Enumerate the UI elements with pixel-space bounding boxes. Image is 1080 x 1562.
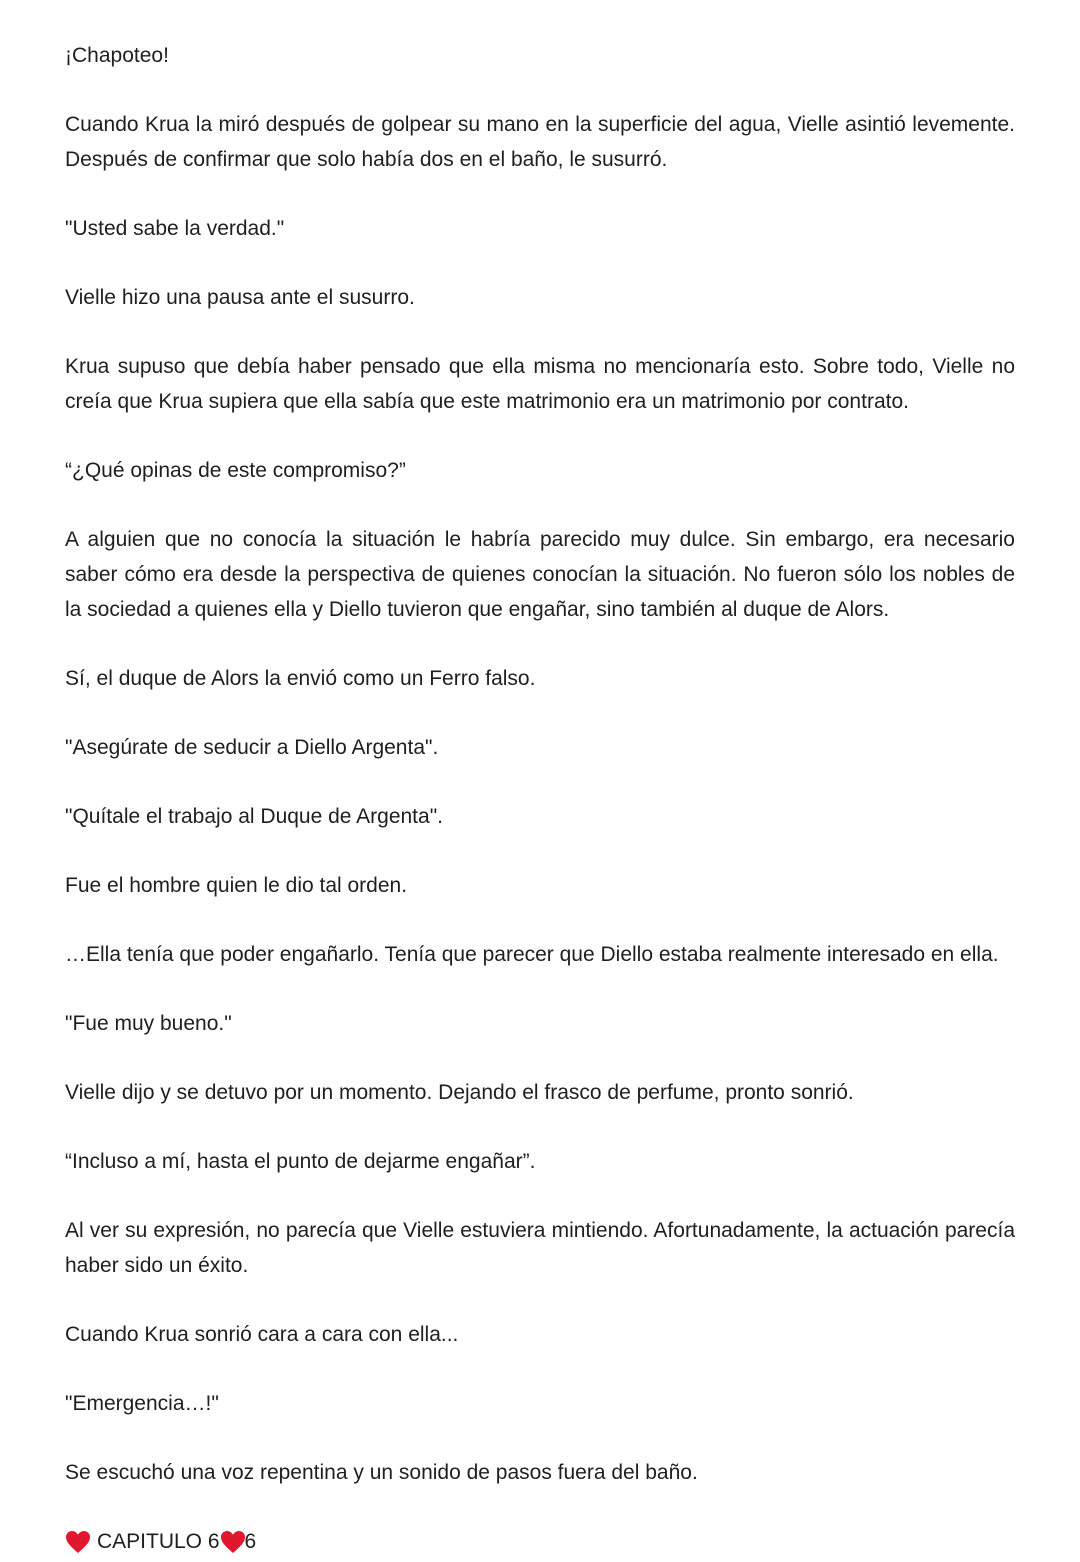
paragraph: "Asegúrate de seducir a Diello Argenta". (65, 736, 439, 759)
paragraph: "Usted sabe la verdad." (65, 217, 285, 240)
paragraph: ¡Chapoteo! (65, 44, 169, 67)
chapter-footer (65, 1524, 1015, 1559)
paragraph: Krua supuso que debía haber pensado que ella misma no mencionaría esto. Sobre todo, Vielle no creía que Krua supiera que ella sabía que este matrimonio era un matrimonio por contrato. (65, 355, 1015, 413)
paragraph: Cuando Krua la miró después de golpear su mano en la superficie del agua, Vielle asintió levemente. Después de confirmar que solo había dos en el baño, le susurró. (65, 113, 1015, 171)
paragraph: Sí, el duque de Alors la envió como un Ferro falso. (65, 667, 536, 690)
chapter-number-suffix: 6 (244, 1530, 257, 1553)
paragraph: “¿Qué opinas de este compromiso?” (65, 459, 406, 482)
paragraph: …Ella tenía que poder engañarlo. Tenía que parecer que Diello estaba realmente interesado en ella. (65, 943, 999, 966)
paragraph: “Incluso a mí, hasta el punto de dejarme engañar”. (65, 1150, 536, 1173)
paragraph: Se escuchó una voz repentina y un sonido de pasos fuera del baño. (65, 1461, 698, 1484)
paragraph: Fue el hombre quien le dio tal orden. (65, 874, 408, 897)
chapter-label: CAPITULO 6 (97, 1530, 220, 1553)
paragraph: A alguien que no conocía la situación le habría parecido muy dulce. Sin embargo, era necesario saber cómo era desde la perspectiva de quienes conocían la situación. No fueron sólo los nobles de la sociedad a quienes ella y Diello tuvieron que engañar, sino también al duque de Alors. (65, 528, 1015, 621)
document-page (65, 38, 1015, 1559)
paragraph: "Fue muy bueno." (65, 1012, 232, 1035)
paragraph: "Quítale el trabajo al Duque de Argenta". (65, 805, 443, 828)
red-heart-icon (65, 1530, 91, 1554)
paragraph: Al ver su expresión, no parecía que Vielle estuviera mintiendo. Afortunadamente, la actuación parecía haber sido un éxito. (65, 1219, 1015, 1277)
paragraph: "Emergencia…!" (65, 1392, 219, 1415)
paragraph: Cuando Krua sonrió cara a cara con ella... (65, 1323, 459, 1346)
paragraph: Vielle dijo y se detuvo por un momento. Dejando el frasco de perfume, pronto sonrió. (65, 1081, 854, 1104)
red-heart-icon (220, 1530, 246, 1554)
paragraph: Vielle hizo una pausa ante el susurro. (65, 286, 415, 309)
